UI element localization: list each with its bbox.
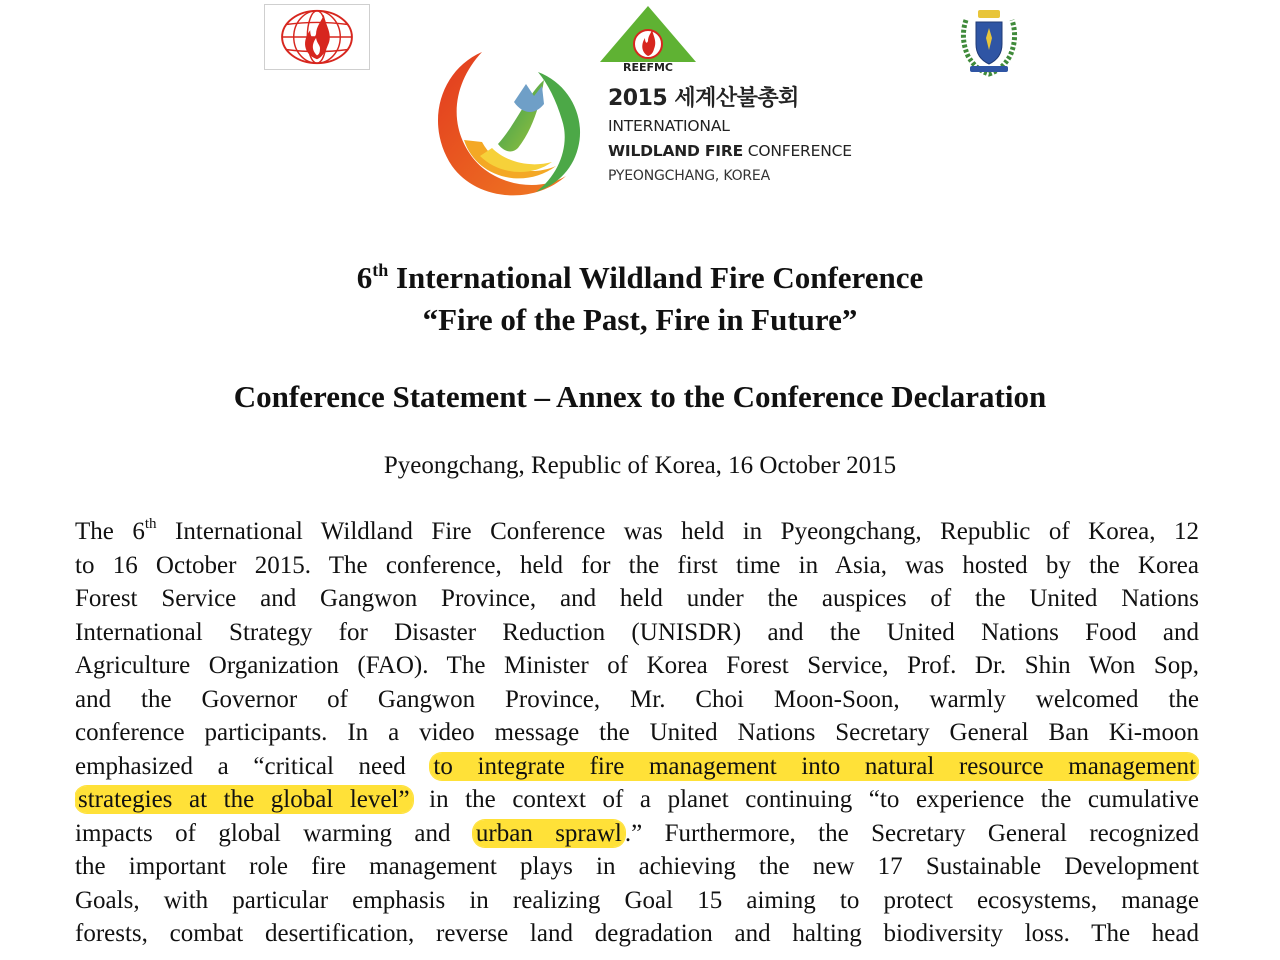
- swirl-flame-icon: [420, 44, 592, 210]
- title-sup: th: [372, 260, 389, 280]
- statement-paragraph: [75, 515, 1199, 951]
- brand-year: 2015: [608, 86, 668, 111]
- brand-international: INTERNATIONAL: [608, 117, 730, 135]
- conference-title: [0, 258, 1280, 298]
- text-run: emphasized a “critical need: [75, 752, 431, 780]
- paragraph-line: International Strategy for Disaster Reduction (UNISDR) and the United Nations Food and: [75, 618, 1199, 646]
- paragraph-line: to 16 October 2015. The conference, held for the first time in Asia, was hosted by the Korea: [75, 551, 1199, 579]
- crest-icon: [956, 4, 1022, 78]
- paragraph-line: Goals, with particular emphasis in realizing Goal 15 aiming to protect ecosystems, manage: [75, 886, 1199, 914]
- highlighted-text: to integrate fire management into natural resource management: [430, 753, 1199, 780]
- paragraph-line: Forest Service and Gangwon Province, and held under the auspices of the United Nations: [75, 585, 1199, 612]
- paragraph-line: [75, 817, 1199, 851]
- statement-heading: Conference Statement – Annex to the Conference Declaration: [233, 379, 1047, 414]
- paragraph-line: Agriculture Organization (FAO). The Minister of Korea Forest Service, Prof. Dr. Shin Won Sop,: [75, 652, 1199, 679]
- title-prefix: 6: [356, 260, 373, 295]
- coat-of-arms-logo: [956, 4, 1022, 78]
- title-rest: International Wildland Fire Conference: [388, 260, 924, 295]
- highlighted-text: strategies at the global level”: [75, 786, 413, 813]
- text-sup: th: [144, 516, 157, 532]
- paragraph-line: [75, 515, 1199, 549]
- paragraph-line: [75, 783, 1199, 817]
- flame-globe-icon: [265, 5, 369, 69]
- text-run: in the context of a planet continuing “to experience the cumulative: [412, 786, 1199, 813]
- text-run: .” Furthermore, the Secretary General recognized: [624, 819, 1199, 847]
- text-run: impacts of global warming and: [75, 819, 473, 847]
- paragraph-line: conference participants. In a video message the United Nations Secretary General Ban Ki-moon: [75, 719, 1199, 746]
- brand-wildland-fire: WILDLAND FIRE: [608, 142, 743, 160]
- gfmc-logo: [264, 4, 370, 70]
- brand-year-line: [608, 84, 852, 114]
- reefmc-logo: [596, 4, 700, 72]
- text-run: The 6: [75, 518, 145, 545]
- brand-place: PYEONGCHANG, KOREA: [608, 168, 770, 184]
- paragraph-line: [75, 750, 1199, 784]
- highlighted-text: urban sprawl: [473, 820, 625, 847]
- paragraph-line: the important role fire management plays in achieving the new 17 Sustainable Development: [75, 853, 1199, 880]
- text-run: International Wildland Fire Conference was held in Pyeongchang, Republic of Korea, 12: [156, 518, 1199, 545]
- conference-brand: [608, 84, 852, 189]
- reefmc-label: REEFMC: [622, 61, 674, 72]
- paragraph-line: and the Governor of Gangwon Province, Mr. Choi Moon-Soon, warmly welcomed the: [75, 685, 1199, 713]
- brand-korean: 세계산불총회: [674, 86, 799, 111]
- brand-wildland-line: [608, 139, 852, 164]
- brand-conference: CONFERENCE: [747, 142, 852, 160]
- place-date: Pyeongchang, Republic of Korea, 16 October 2015: [383, 452, 897, 479]
- reefmc-triangle-icon: [596, 4, 700, 72]
- paragraph-line: forests, combat desertification, reverse land degradation and halting biodiversity loss. The head: [75, 920, 1199, 947]
- conference-motto: “Fire of the Past, Fire in Future”: [422, 302, 858, 337]
- wildland-fire-swirl-logo: [420, 44, 592, 210]
